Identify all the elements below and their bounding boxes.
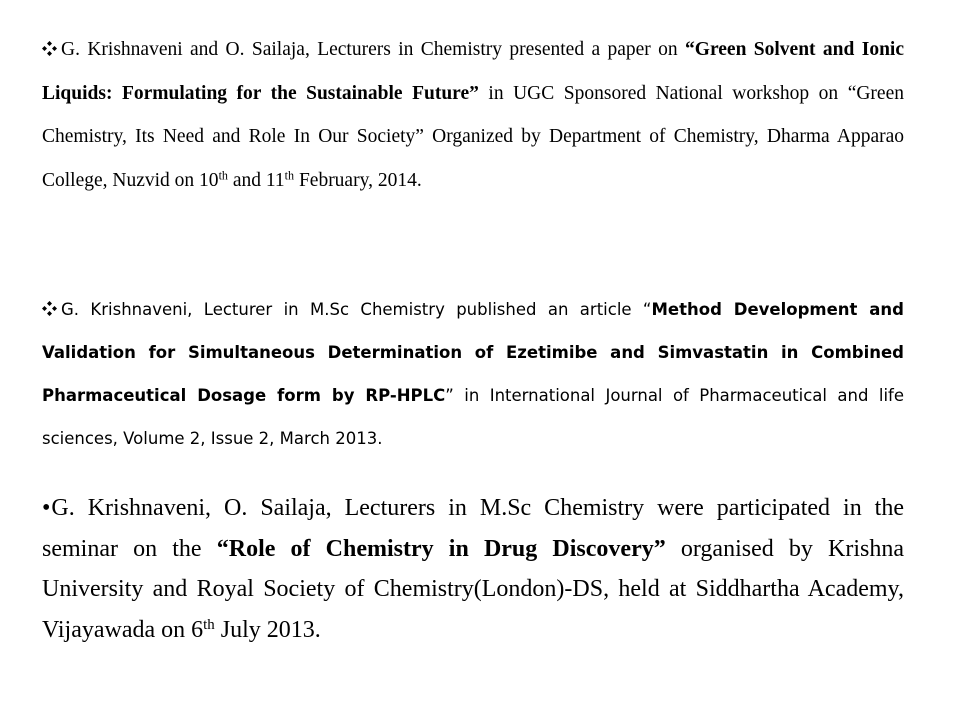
seminar-title: “Role of Chemistry in Drug Discovery” [216, 535, 666, 562]
item-text: ” in International Journal of Pharmaceutical and life sciences, Volume 2, Issue 2, March 2013. [42, 386, 904, 448]
item-text: and 11 [227, 169, 285, 191]
achievement-item-paper-presentation [42, 28, 904, 202]
achievement-item-article-publication [42, 288, 904, 460]
article-title: Method Development and Validation for Simultaneous Determination of Ezetimibe and Simvastatin in Combined Pharmaceutical Dosage form by RP-HPLC [42, 300, 904, 405]
item-text: G. Krishnaveni, Lecturer in M.Sc Chemistry published an article “ [61, 300, 652, 319]
item-text: organised by Krishna University and Royal Society of Chemistry(London)-DS, held at Siddhartha Academy, Vijayawada on 6 [42, 535, 905, 643]
item-text: in UGC Sponsored National workshop on “Green Chemistry, Its Need and Role In Our Society” Organized by Department of Chemistry, Dharma Apparao College, Nuzvid on 10 [42, 82, 904, 191]
paper-title: “Green Solvent and Ionic Liquids: Formulating for the Sustainable Future” [42, 39, 905, 104]
ordinal-suffix: th [203, 616, 215, 633]
diamond-bullet-icon [42, 41, 57, 56]
achievement-item-seminar-participation [42, 488, 904, 650]
ordinal-suffix: th [218, 167, 228, 182]
item-text: G. Krishnaveni, O. Sailaja, Lecturers in M.Sc Chemistry were participated in the seminar on the [42, 495, 904, 562]
item-text: February, 2014. [294, 169, 422, 191]
diamond-bullet-icon [42, 301, 57, 316]
item-text: July 2013. [214, 616, 321, 643]
item-text: G. Krishnaveni and O. Sailaja, Lecturers in Chemistry presented a paper on [61, 39, 686, 60]
dot-bullet-icon: • [42, 495, 51, 521]
ordinal-suffix: th [284, 167, 295, 182]
